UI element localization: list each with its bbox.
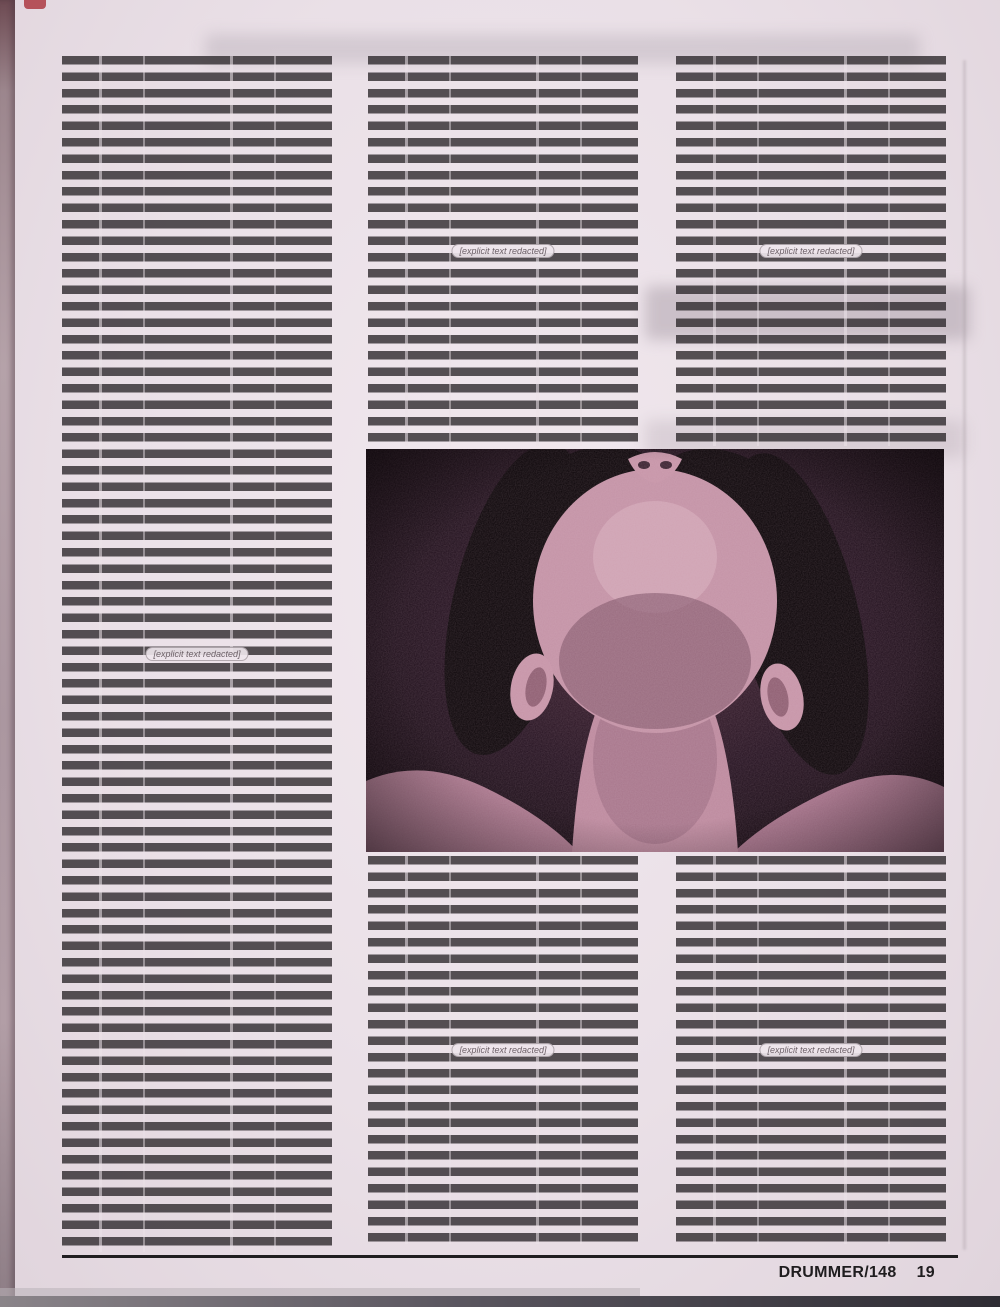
redaction-notice: [explicit text redacted] <box>145 647 248 661</box>
scan-edge-bottom <box>0 1296 1000 1307</box>
redaction-notice: [explicit text redacted] <box>451 1043 554 1057</box>
red-registration-mark <box>24 0 46 9</box>
text-column-3-lower-redacted <box>676 856 946 1244</box>
scan-edge-bottom-light <box>0 1288 640 1296</box>
illustration-drawing <box>366 449 944 852</box>
text-column-2-upper-redacted <box>368 56 638 446</box>
text-column-1-redacted <box>62 56 332 1252</box>
redaction-notice: [explicit text redacted] <box>759 244 862 258</box>
footer-rule <box>62 1255 958 1258</box>
text-column-2-lower-redacted <box>368 856 638 1244</box>
vignette <box>366 449 944 852</box>
bleedthrough-column-rule-ghost <box>963 60 966 1250</box>
text-column-3-upper-redacted <box>676 56 946 446</box>
page-footer <box>62 1264 935 1282</box>
illustration-head-thrown-back <box>366 449 944 852</box>
redaction-notice: [explicit text redacted] <box>451 244 554 258</box>
redaction-notice: [explicit text redacted] <box>759 1043 862 1057</box>
page-number: 19 <box>916 1264 935 1281</box>
magazine-issue-label: DRUMMER/148 <box>778 1264 897 1281</box>
scan-edge-left <box>0 0 15 1307</box>
